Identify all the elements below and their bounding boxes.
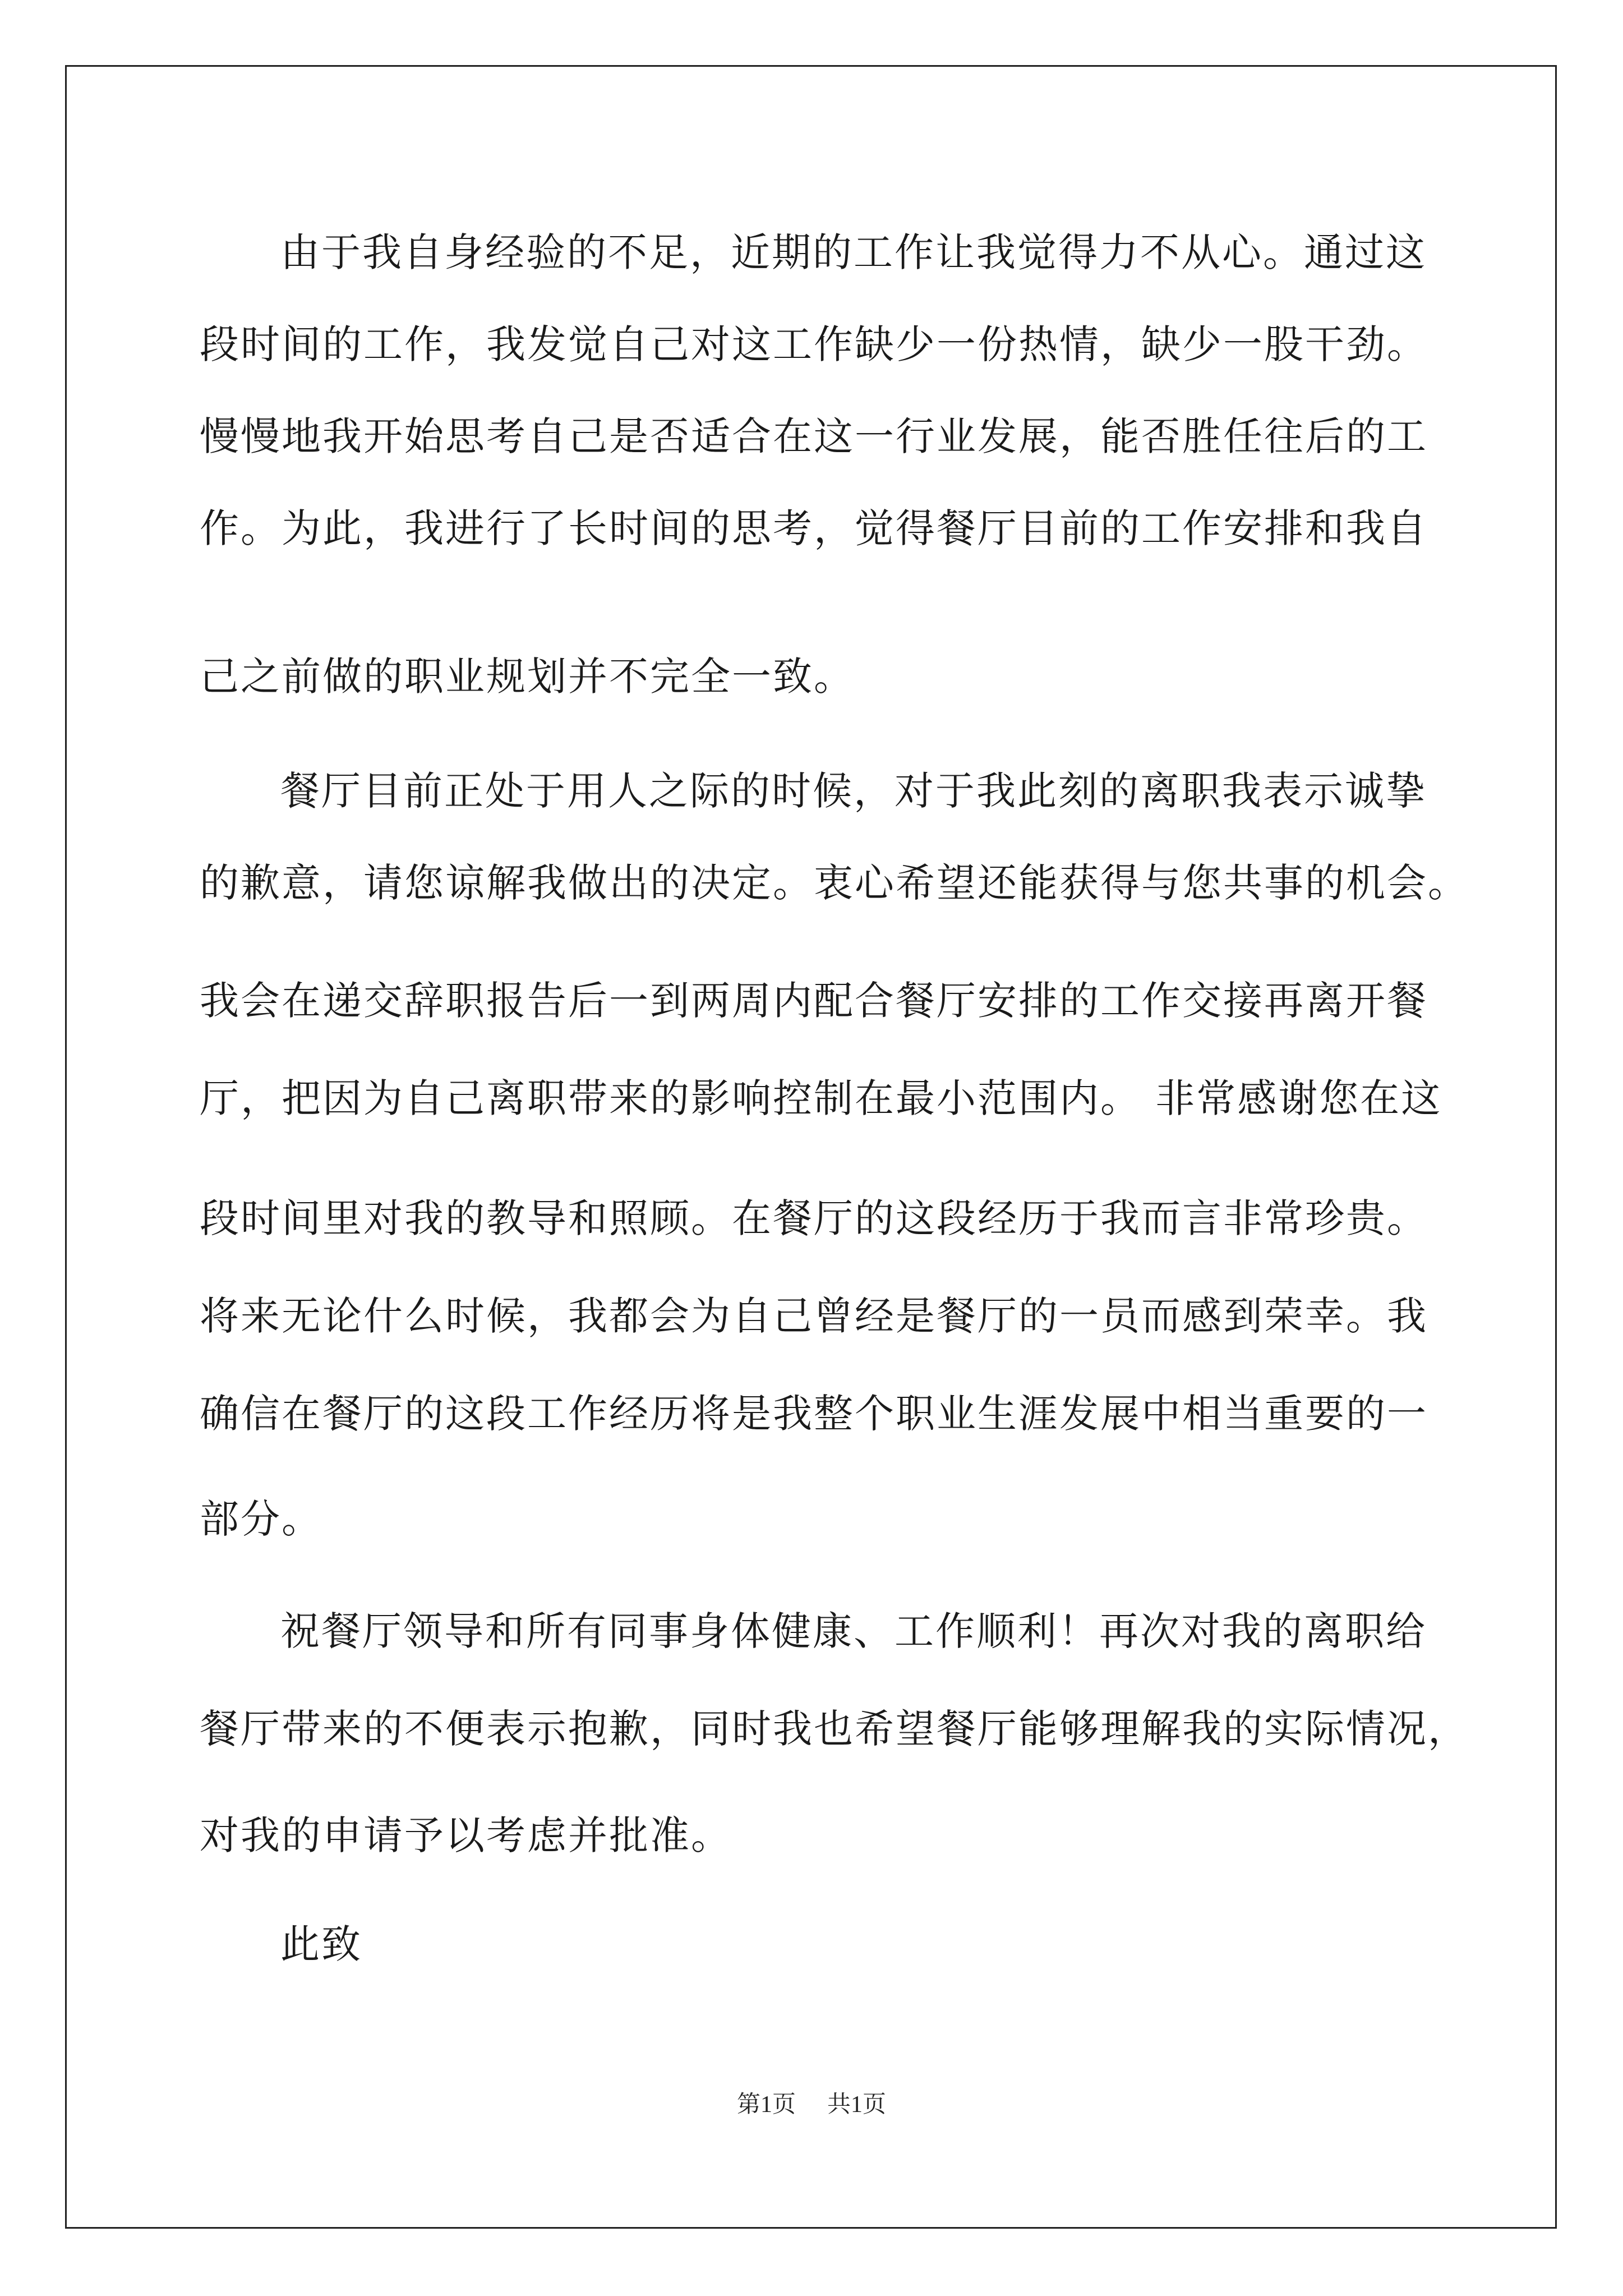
body-line: 部分。 [200, 1496, 322, 1542]
body-line: 餐厅目前正处于用人之际的时候，对于我此刻的离职我表示诚挚 [280, 768, 1427, 814]
body-line: 段时间里对我的教导和照顾。在餐厅的这段经历于我而言非常珍贵。 [200, 1195, 1428, 1241]
body-line: 作。为此，我进行了长时间的思考，觉得餐厅目前的工作安排和我自 [200, 505, 1428, 551]
body-line: 祝餐厅领导和所有同事身体健康、工作顺利！再次对我的离职给 [280, 1608, 1427, 1654]
body-line: 己之前做的职业规划并不完全一致。 [200, 654, 855, 700]
page-number: 第1页 [736, 2092, 796, 2118]
body-line: 餐厅带来的不便表示抱歉，同时我也希望餐厅能够理解我的实际情况， [200, 1706, 1469, 1752]
page-border [65, 65, 1557, 2229]
page-total: 共1页 [827, 2092, 887, 2118]
body-line: 慢慢地我开始思考自己是否适合在这一行业发展，能否胜任往后的工 [200, 413, 1428, 459]
page-footer [0, 2088, 1623, 2122]
body-line: 由于我自身经验的不足，近期的工作让我觉得力不从心。通过这 [280, 229, 1427, 275]
body-line: 的歉意，请您谅解我做出的决定。衷心希望还能获得与您共事的机会。 [200, 860, 1469, 906]
body-line: 对我的申请予以考虑并批准。 [200, 1812, 732, 1858]
body-line: 将来无论什么时候，我都会为自己曾经是餐厅的一员而感到荣幸。我 [200, 1293, 1428, 1339]
body-line: 确信在餐厅的这段工作经历将是我整个职业生涯发展中相当重要的一 [200, 1391, 1428, 1437]
body-line: 厅，把因为自己离职带来的影响控制在最小范围内。 非常感谢您在这 [200, 1075, 1442, 1121]
body-line: 我会在递交辞职报告后一到两周内配合餐厅安排的工作交接再离开餐 [200, 978, 1428, 1024]
closing-line: 此致 [280, 1921, 362, 1967]
body-line: 段时间的工作，我发觉自己对这工作缺少一份热情，缺少一股干劲。 [200, 321, 1428, 367]
